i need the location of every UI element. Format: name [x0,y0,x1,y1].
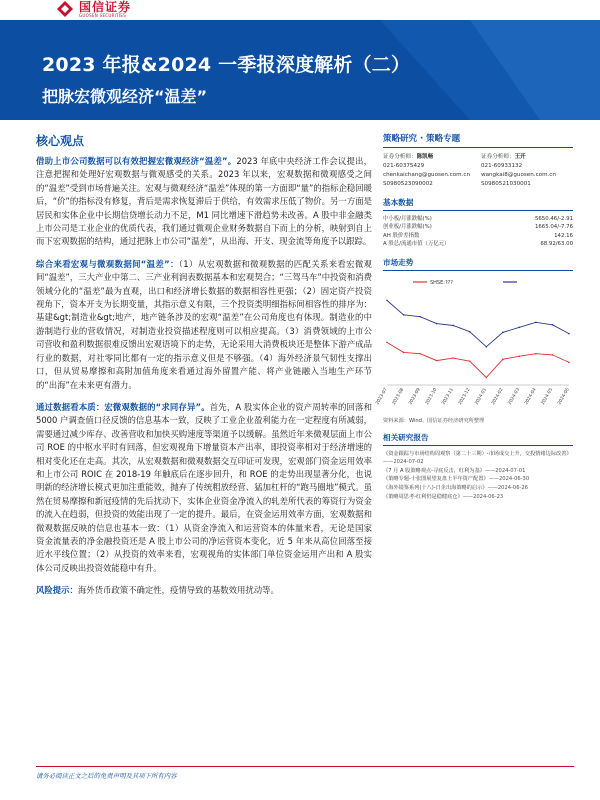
x-tick-label: 2023-10 [424,387,439,406]
data-point [403,314,405,316]
chart-source: 资料来源：Wind、国信证券经济研究所整理 [383,417,485,424]
data-row [383,215,573,223]
related-reports-list [383,450,573,502]
series-line-0 [387,342,569,377]
report-title: 《资金跟踪与市场结构周观察（第二十三期）-市场成交上升，交投情绪边际改善》 [383,450,572,457]
data-point [519,326,521,328]
basic-data-title: 基本数据 [383,197,573,211]
x-tick-label: 2023-11 [441,387,455,406]
data-point [403,351,405,353]
analyst-phone: 021-60375429 [383,163,425,169]
x-tick-label: 2024-05 [540,387,555,406]
legend-label: SHSE:??? [430,279,453,286]
x-tick-label: 2023-07 [375,387,389,406]
logo-mark-icon [56,0,74,18]
report-link[interactable] [383,484,573,493]
data-value: 1665.04/-7.76 [534,224,573,231]
analyst-cert: S0980521030001 [481,181,531,187]
x-tick-label: 2023-08 [391,387,406,406]
section-title: 核心观点 [36,134,85,148]
report-date: ——2024-06-23 [462,493,504,500]
report-date: ——2024-06-26 [487,485,529,491]
analyst-label: 证券分析师： [383,154,417,160]
data-point [469,360,471,362]
x-tick-label: 2024-06 [557,387,571,406]
analyst-label: 证券分析师： [481,154,515,160]
report-title: 2023 年报&2024 一季报深度解析（二） [42,54,411,76]
data-label: 中小板/月涨跌幅(%) [383,216,432,222]
report-link[interactable] [383,475,573,484]
data-value: 68.92/63.00 [540,241,573,248]
header-banner [0,20,600,120]
risk-warning [36,584,372,597]
data-point [469,331,471,333]
data-point [535,321,537,323]
paragraph-lead: 借助上市公司数据可以有效把握宏微观经济“温差”。 [36,156,237,166]
data-row [383,240,573,248]
basic-data-table [383,215,573,249]
analyst-email[interactable]: chenkaichang@guosen.com.cn [383,172,471,178]
data-point [386,341,388,343]
sidebar-column [375,132,573,501]
paragraph-lead: 通过数据看本质：宏微观数据的“求同存异”。 [36,401,210,412]
analyst-name: 陈凯畅 [416,154,434,160]
report-subtitle: 把脉宏微观经济“温差” [42,87,208,106]
brand-logo [56,0,131,18]
data-point [568,361,570,363]
report-link[interactable] [383,493,573,502]
x-tick-label: 2024-04 [524,387,538,406]
data-row [383,232,573,240]
data-point [436,322,438,324]
report-date: ——2024-06-30 [488,476,530,483]
paragraph-body: （1）从宏观数据和微观数据的匹配关系来看宏微观间“温差”，三大产业中第二、三产业利润表数据基本和宏观契合；“三驾马车”中投资和消费领域分化的“温差”最为直观，出口和经济增长数据的数据相容性更强；（2）固定资产投资视角下，资本开支为长期变量，其指示意义有限，三个投资类明细指标间相容性的排序为：基建&gt;制造业&gt;地产，地产链条涉及的宏观“温差”在公司角度也有体现。制造业的中游制造行业的营收情况，对制造业投资描述程度则可以相应提高。（3）消费领域的上市公司营收和盈利数据很难反馈出宏观语境下的走势，无论采用大消费板块还是整体下游产成品行业的数据，对社零同比都有一定的指示意义但是不够强。（4）海外经济景气韧性支撑出口，但从贸易摩擦和高附加值角度来看通过海外留置产能、将产业链融入当地生产环节的“出海”在未来更有潜力。 [36,258,372,390]
data-point [485,376,487,378]
data-point [552,324,554,326]
report-date: ——2024-07-02 [383,459,424,466]
data-point [552,354,554,356]
analyst-name: 王开 [514,154,526,160]
analyst-phone: 021-60933132 [481,163,523,169]
x-tick-label: 2024-02 [491,387,505,406]
x-tick-label: 2024-01 [474,387,489,406]
risk-body: 海外货币政策不确定性，疫情导致的基数效用扰动等。 [77,585,279,596]
market-trend-svg [375,275,573,415]
data-row [383,223,573,231]
paragraph-overall-gap [36,258,372,392]
x-tick-label: 2023-12 [457,387,472,406]
core-views-column [36,132,372,597]
data-value: 5650.46/-2.91 [534,216,573,222]
analyst-cert: S0980523090002 [383,181,433,187]
x-tick-label: 2023-09 [408,387,422,406]
data-point [436,359,438,361]
logo-name-cn: 国信证券 [79,0,132,14]
data-point [568,332,570,334]
analysts-block [383,153,573,189]
related-reports-title: 相关研究报告 [383,432,573,446]
report-title: 《7 月 A 股策略观点-寻底反击，红利为基》 [383,467,485,474]
data-label: A 股总/流通市值（万亿元） [383,241,450,248]
x-tick-label: 2024-03 [507,387,522,406]
data-point [519,355,521,357]
analyst-email[interactable]: wangkai8@guosen.com.cn [481,172,556,178]
data-point [502,331,504,333]
data-point [419,352,421,354]
risk-lead: 风险提示： [36,585,78,596]
market-trend-title: 市场走势 [383,257,573,271]
data-point [452,324,454,326]
paragraph-body: 2023 年底中央经济工作会议提出，注意把握和处理好宏观数据与微观感受的关系。2023 年以来，宏观数据和微观感受之间的“温差”受到市场普遍关注。宏观与微观经济“温差”体现的第一方面即“量”的指标企稳回暖后，“价”的指标没有修复，背后是需求恢复滞后于供给，有效需求压低了物价。另一方面是居民和实体企业中长期信贷增长动力不足，M1 同比增速下滑趋势未改善。A 股中非金融类上市公司是工业企业的优质代表，我们通过微观企业财务数据自下而上的分析，映射到自上而下宏观数据的结构，通过把脉上市公司“温差”，从出海、开支、现金流等角度予以跟踪。 [36,156,372,247]
analyst-card [383,153,475,189]
report-link[interactable] [383,467,573,476]
logo-strip [0,0,600,20]
data-point [419,316,421,318]
data-label: AH 股价差指数 [383,232,420,239]
data-point [502,358,504,360]
report-link[interactable] [383,450,573,467]
analyst-card [481,153,573,189]
report-type: 策略研究 · 策略专题 [383,132,573,148]
data-point [485,346,487,348]
footer-disclaimer: 请务必阅读正文之后的免责声明及其项下所有内容 [36,772,177,780]
paragraph-data-essence [36,401,372,575]
data-point [535,352,537,354]
data-point [386,299,388,301]
series-line-1 [387,300,569,346]
footer-divider [36,766,574,767]
data-point [452,357,454,359]
report-title: 《海外镜鉴系列(十八)-日企出海策略的启示》 [383,485,488,491]
report-title: 《策略专题-十张图展望复盘上半年资产配置》 [383,476,489,483]
logo-name-en: GUOSEN SECURITIES [79,12,127,18]
paragraph-body: 首先，A 股实体企业的资产周转率的回落和 5000 户调查值口径反馈的信息基本一致，反映了工业企业盈利能力在一定程度有所减弱，需要通过减少库存、改善营收和加快买购速度等渠道予以缓解。虽然近年来微观层面上市公司 ROE 的中枢水平时有回落，但宏观视角下增量资本产出率，即投资率相对于经济增速的相对变化还在走高。其次，从宏观数据和微观数据交互印证可发现，宏观部门资金运用效率和上市公司 ROIC 在 2018-19 年触底后在逐步回升，和 ROE 的走势出现显著分化，也说明新的经济增长模式更加注重能效，抛弃了传统粗放经营、猛加杠杆的“跑马圈地”模式。虽然在贸易摩擦和新冠疫情的先后扰动下，实体企业资金净流入的轧差所代表的筹资行为资金的流入在趋弱，但投资的效能出现了一定的提升。最后，在资金运用效率方面，宏观数据和微观数据反映的信息也基本一致：（1）从资金净流入和运营资本的体量来看，无论是国家资金流量表的净金融投资还是 A 股上市公司的净运营资本变化，近 5 年来从高位回落至接近水平线位置；（2）从投资的效率来看，宏观视角的实体部门单位资金运用产出和 A 股实体公司反映出投资效能稳中有升。 [36,401,372,573]
report-date: ——2024-07-01 [484,467,526,474]
data-label: 创业板/月涨跌幅(%) [383,224,432,231]
paragraph-lead: 综合来看宏观与微观数据间“温差”： [36,258,179,269]
report-title: 《策略周思考-红利仍是稳健底仓》 [383,493,463,500]
market-trend-chart [375,275,573,415]
data-value: 142.16 [554,232,573,239]
paragraph-temperature-gap [36,155,372,249]
